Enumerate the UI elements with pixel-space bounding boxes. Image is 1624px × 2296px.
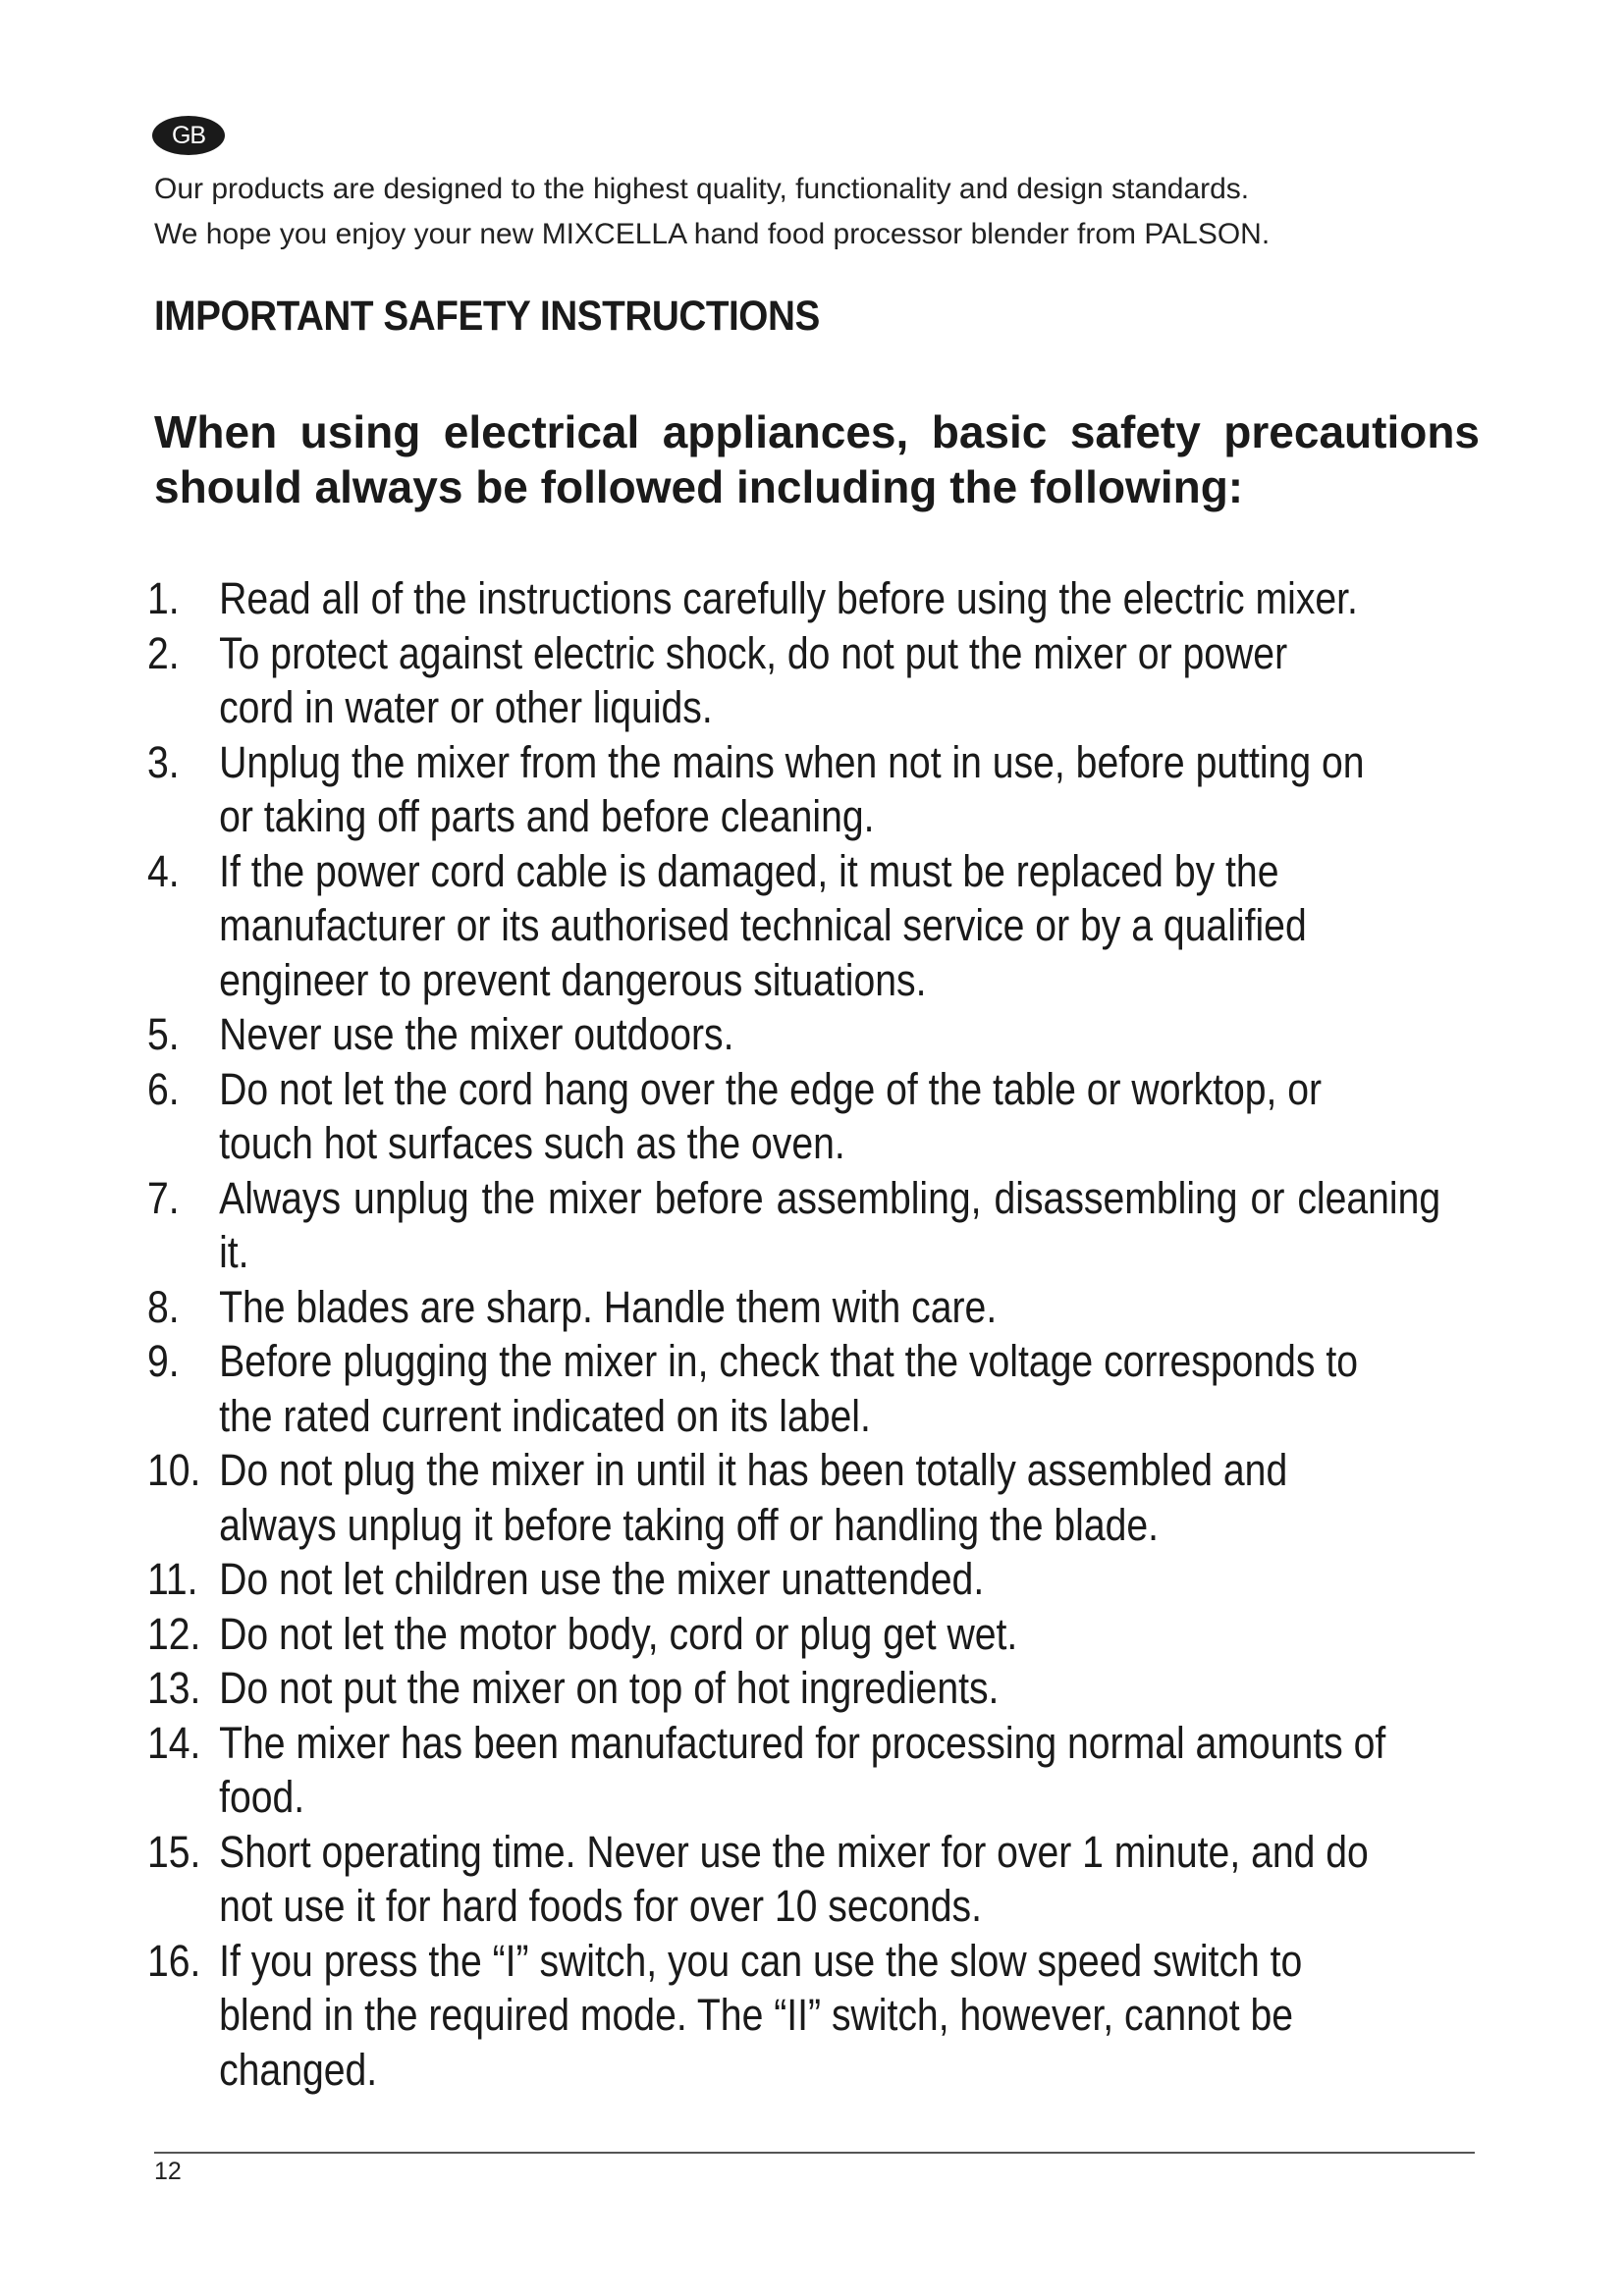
item-number: 3. [147, 736, 180, 787]
item-text: Unplug the mixer from the mains when not in use, before putting on or taking off parts and before cleaning. [219, 736, 1365, 841]
item-number: 14. [147, 1717, 201, 1768]
item-text: Do not let children use the mixer unattended. [219, 1554, 985, 1604]
list-item [147, 1552, 1602, 1607]
list-item [147, 1716, 1602, 1825]
item-text: Never use the mixer outdoors. [219, 1009, 734, 1059]
list-item [147, 1280, 1602, 1335]
item-number: 15. [147, 1826, 201, 1877]
item-text: Do not let the cord hang over the edge of the table or worktop, or touch hot surfaces such as the oven. [219, 1063, 1323, 1168]
page-number: 12 [154, 2158, 182, 2185]
item-text: The mixer has been manufactured for processing normal amounts of food. [219, 1717, 1386, 1822]
list-item [147, 735, 1602, 844]
footer-rule [154, 2152, 1475, 2154]
list-item [147, 1825, 1602, 1934]
item-text: The blades are sharp. Handle them with care. [219, 1281, 998, 1332]
safety-heading: IMPORTANT SAFETY INSTRUCTIONS [154, 293, 820, 340]
item-number: 16. [147, 1935, 201, 1986]
language-badge: GB [152, 116, 225, 155]
list-item [147, 1934, 1602, 2098]
list-item [147, 1334, 1602, 1443]
item-text: Short operating time. Never use the mixer for over 1 minute, and do not use it for hard foods for over 10 seconds. [219, 1826, 1369, 1931]
item-number: 13. [147, 1663, 201, 1713]
item-text: Do not let the motor body, cord or plug get wet. [219, 1608, 1018, 1659]
item-text: Read all of the instructions carefully before using the electric mixer. [219, 573, 1358, 623]
item-number: 2. [147, 627, 180, 678]
item-text: To protect against electric shock, do not put the mixer or power cord in water or other liquids. [219, 627, 1288, 732]
list-item [147, 626, 1602, 735]
intro-text [154, 167, 1529, 257]
item-text: If the power cord cable is damaged, it must be replaced by the manufacturer or its authorised technical service or by a qualified engineer to prevent dangerous situations. [219, 845, 1307, 1005]
list-item [147, 1607, 1602, 1662]
item-text: Do not plug the mixer in until it has been totally assembled and always unplug it before taking off or handling the blade. [219, 1445, 1288, 1550]
item-text: If you press the “I” switch, you can use the slow speed switch to blend in the required mode. The “II” switch, however, cannot be changed. [219, 1935, 1303, 2095]
item-text: Always unplug the mixer before assembling, disassembling or cleaning it. [219, 1172, 1441, 1277]
list-item [147, 1007, 1602, 1062]
item-text: Do not put the mixer on top of hot ingredients. [219, 1663, 1000, 1713]
item-number: 8. [147, 1281, 180, 1332]
list-item [147, 844, 1602, 1008]
item-number: 6. [147, 1063, 180, 1114]
list-item [147, 1171, 1602, 1280]
list-item [147, 1062, 1602, 1171]
item-number: 11. [147, 1554, 198, 1604]
item-number: 1. [147, 573, 180, 623]
item-text: Before plugging the mixer in, check that the voltage corresponds to the rated current indicated on its label. [219, 1336, 1359, 1441]
list-item [147, 571, 1602, 626]
safety-subheading: When using electrical appliances, basic safety precautions should always be followed including the following: [154, 406, 1480, 512]
item-number: 5. [147, 1009, 180, 1059]
item-number: 9. [147, 1336, 180, 1386]
item-number: 4. [147, 845, 180, 896]
intro-line: Our products are designed to the highest quality, functionality and design standards. [154, 173, 1250, 205]
item-number: 10. [147, 1445, 201, 1495]
item-number: 12. [147, 1608, 201, 1659]
intro-line: We hope you enjoy your new MIXCELLA hand food processor blender from PALSON. [154, 218, 1271, 250]
safety-instructions-list [147, 571, 1441, 2097]
item-number: 7. [147, 1172, 180, 1223]
list-item [147, 1661, 1602, 1716]
list-item [147, 1443, 1602, 1552]
